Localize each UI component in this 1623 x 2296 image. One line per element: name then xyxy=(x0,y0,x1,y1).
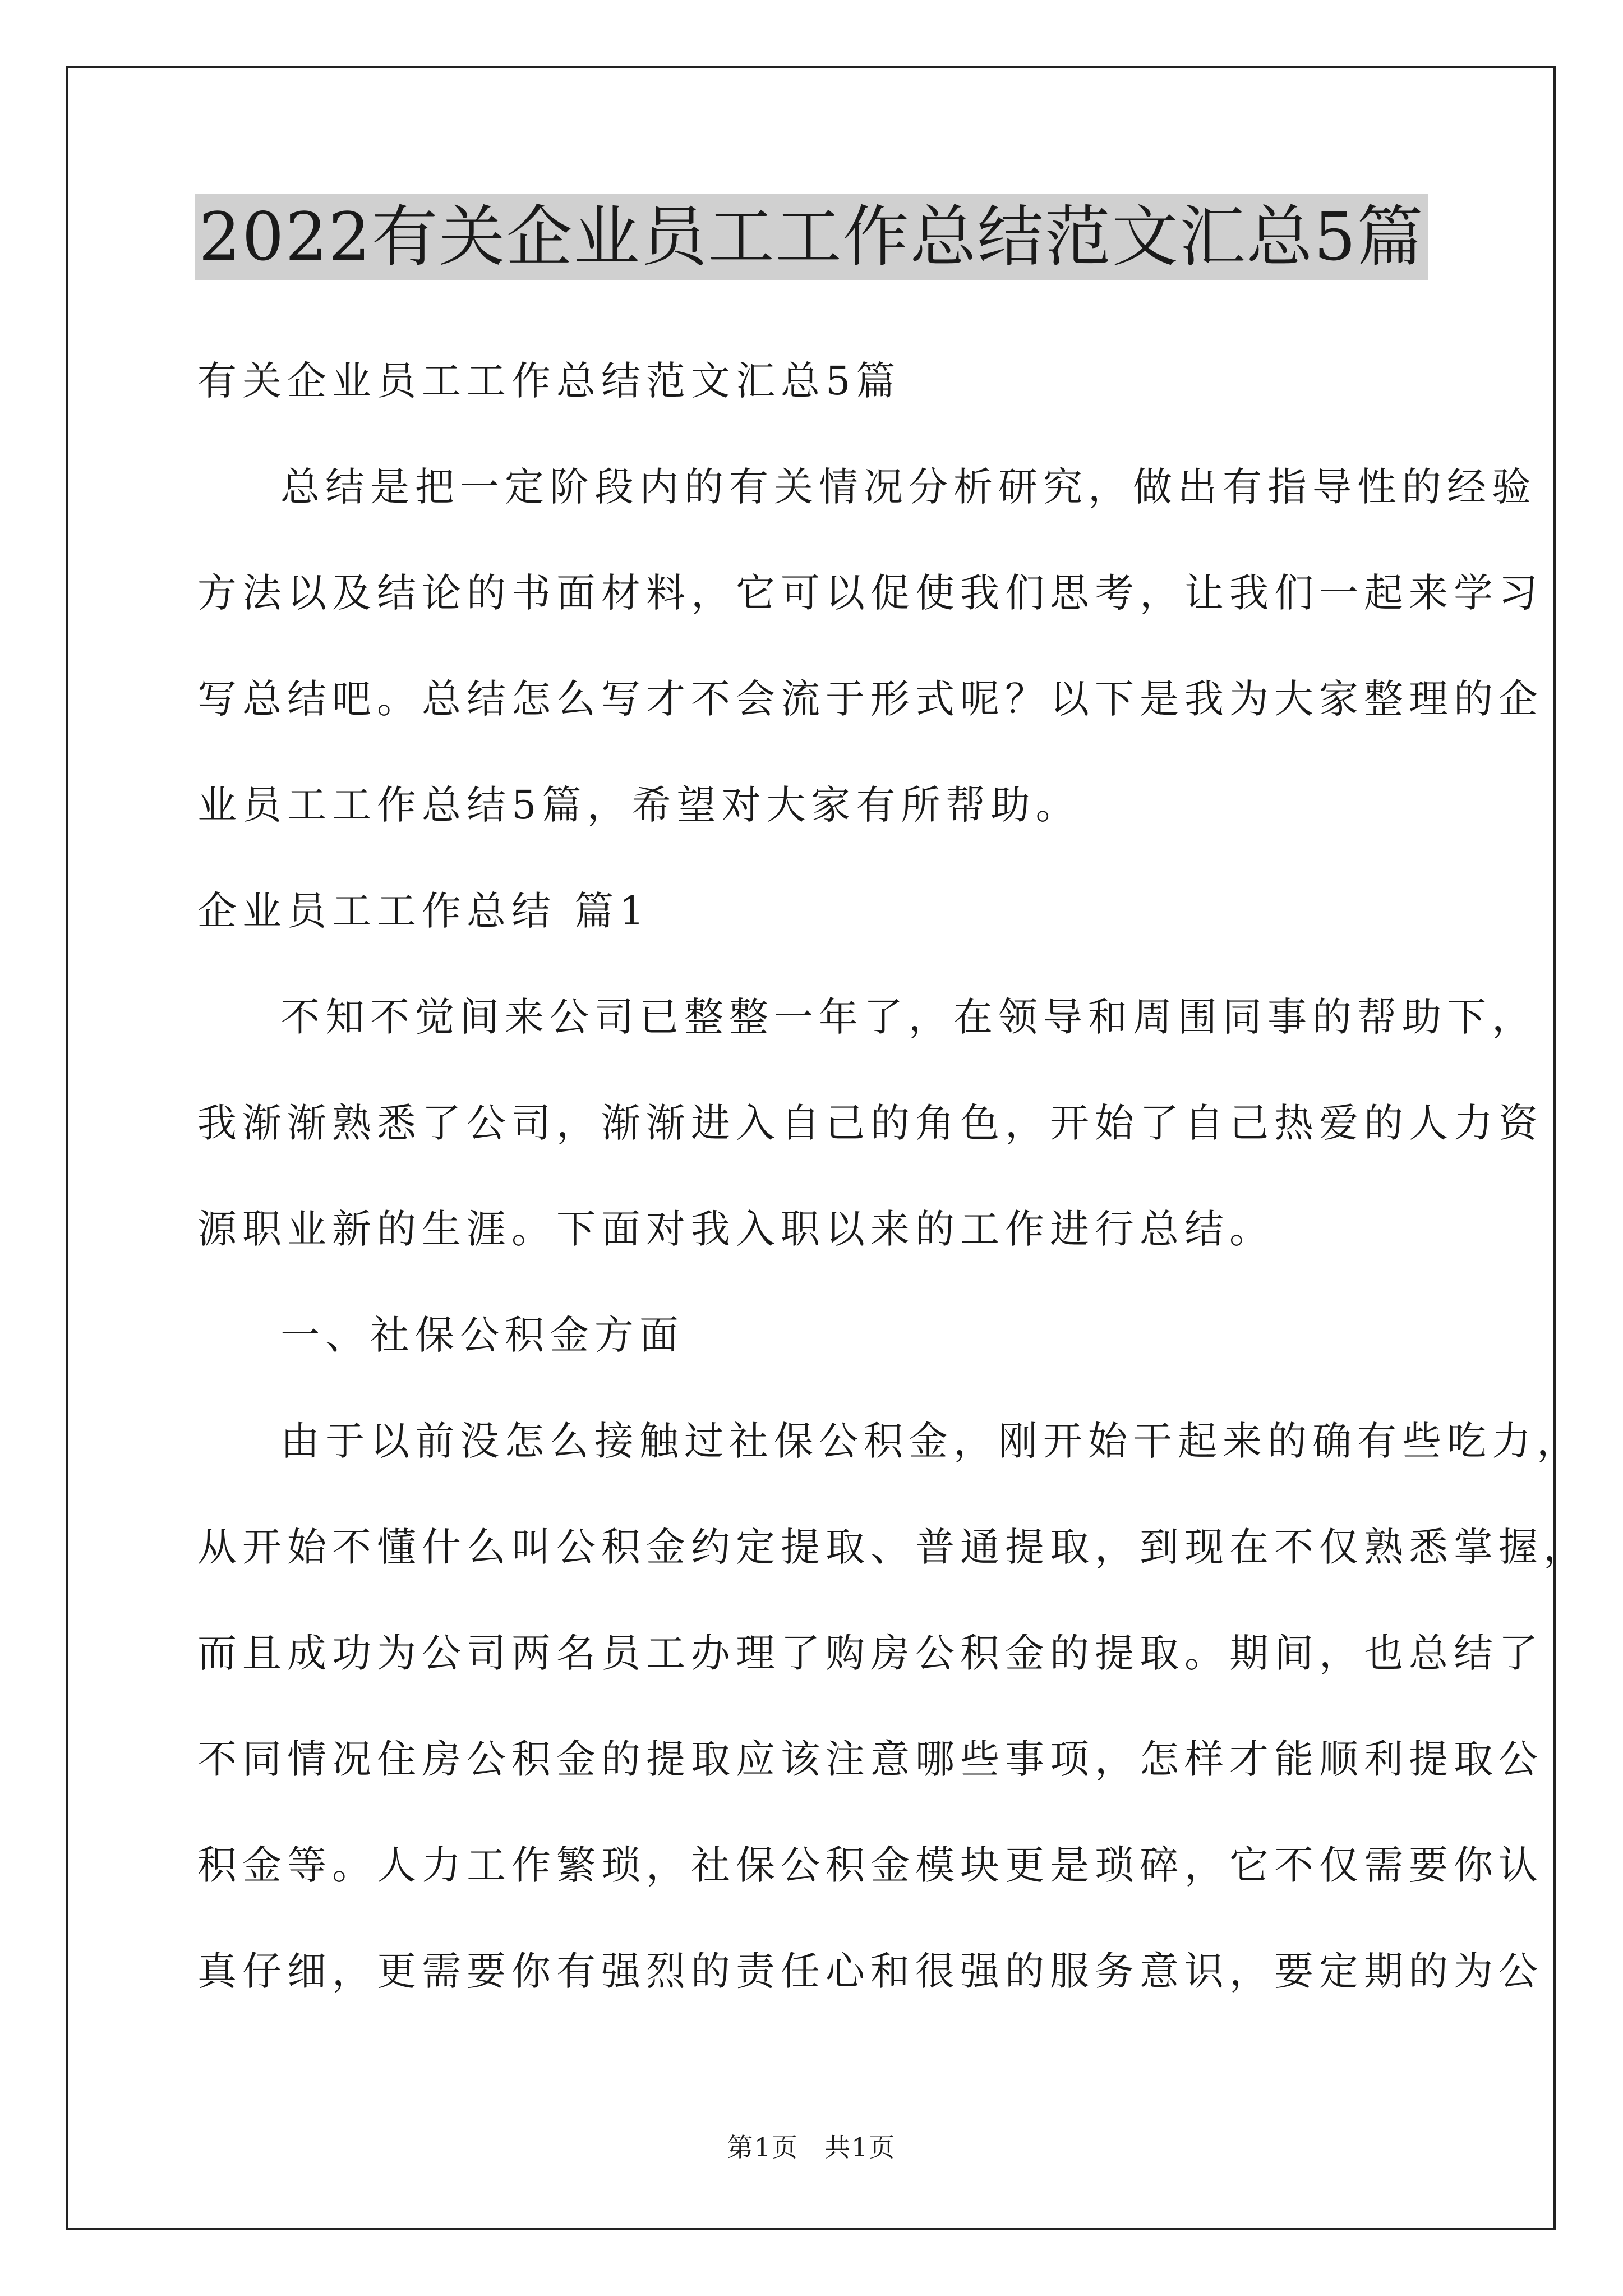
paragraph-line: 积金等。人力工作繁琐，社保公积金模块更是琐碎，它不仅需要你认 xyxy=(197,1842,1543,1888)
paragraph-line: 不同情况住房公积金的提取应该注意哪些事项，怎样才能顺利提取公 xyxy=(197,1736,1543,1782)
page-footer xyxy=(0,2131,1623,2164)
paragraph-line: 不知不觉间来公司已整整一年了，在领导和周围同事的帮助下， xyxy=(280,994,1537,1040)
paragraph-line: 由于以前没怎么接触过社保公积金，刚开始干起来的确有些吃力， xyxy=(280,1418,1581,1464)
subtitle-line: 有关企业员工工作总结范文汇总5篇 xyxy=(197,358,901,404)
subsection-heading: 一、社保公积金方面 xyxy=(280,1312,684,1358)
page-number: 第1页 xyxy=(727,2132,799,2162)
paragraph-line: 从开始不懂什么叫公积金约定提取、普通提取，到现在不仅熟悉掌握， xyxy=(197,1524,1588,1570)
paragraph-line: 写总结吧。总结怎么写才不会流于形式呢？以下是我为大家整理的企 xyxy=(197,676,1543,722)
page-total: 共1页 xyxy=(824,2132,896,2162)
section-heading: 企业员工工作总结 篇1 xyxy=(197,888,650,934)
paragraph-line: 业员工工作总结5篇，希望对大家有所帮助。 xyxy=(197,782,1081,828)
paragraph-line: 而且成功为公司两名员工办理了购房公积金的提取。期间，也总结了 xyxy=(197,1630,1543,1676)
paragraph-line: 真仔细，更需要你有强烈的责任心和很强的服务意识，要定期的为公 xyxy=(197,1948,1543,1994)
paragraph-line: 方法以及结论的书面材料，它可以促使我们思考，让我们一起来学习 xyxy=(197,570,1543,616)
title-container xyxy=(0,194,1623,280)
paragraph-line: 源职业新的生涯。下面对我入职以来的工作进行总结。 xyxy=(197,1206,1274,1252)
paragraph-line: 我渐渐熟悉了公司，渐渐进入自己的角色，开始了自己热爱的人力资 xyxy=(197,1100,1543,1146)
document-title: 2022有关企业员工工作总结范文汇总5篇 xyxy=(195,194,1427,280)
paragraph-line: 总结是把一定阶段内的有关情况分析研究，做出有指导性的经验 xyxy=(280,464,1537,510)
